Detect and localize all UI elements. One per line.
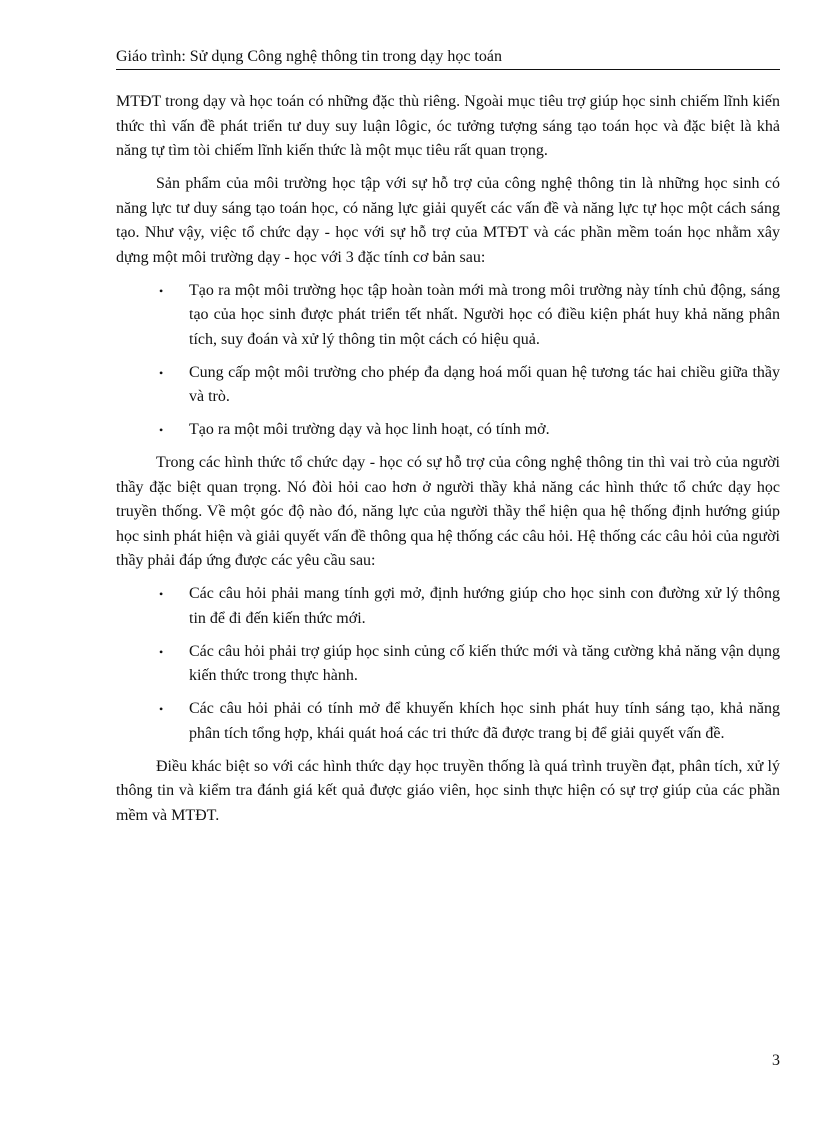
list-item (116, 697, 780, 746)
header-title: Giáo trình: Sử dụng Công nghệ thông tin trong dạy học toán (116, 48, 502, 65)
page-number: 3 (772, 1052, 780, 1069)
paragraph: Sản phẩm của môi trường học tập với sự hỗ trợ của công nghệ thông tin là những học sinh có năng lực tư duy sáng tạo toán học, có năng lực giải quyết các vấn đề và năng lực tự học một cách sáng tạo. Như vậy, việc tổ chức dạy - học với sự hỗ trợ của MTĐT và các phần mềm toán học nhằm xây dựng một môi trường dạy - học với 3 đặc tính cơ bản sau: (116, 175, 780, 266)
bullet-icon: • (159, 644, 164, 659)
list-item (116, 640, 780, 689)
bullet-icon: • (159, 702, 164, 716)
list-item (116, 361, 780, 410)
list-item (116, 418, 780, 443)
list-item-text: Tạo ra một môi trường dạy và học linh hoạt, có tính mở. (189, 421, 550, 438)
paragraph: MTĐT trong dạy và học toán có những đặc thù riêng. Ngoài mục tiêu trợ giúp học sinh chiếm lĩnh kiến thức thì vấn đề phát triển tư duy suy luận lôgic, óc tưởng tượng sáng tạo toán học và đặc biệt là khả năng tự tìm tòi chiếm lĩnh kiến thức là một mục tiêu rất quan trọng. (116, 93, 780, 159)
list-item (116, 582, 780, 631)
bullet-icon: • (159, 365, 164, 380)
bullet-icon: • (159, 423, 164, 437)
list-item-text: Các câu hỏi phải mang tính gợi mở, định hướng giúp cho học sinh con đường xử lý thông tin để đi đến kiến thức mới. (189, 585, 780, 627)
list-item-text: Cung cấp một môi trường cho phép đa dạng hoá mối quan hệ tương tác hai chiều giữa thầy và trò. (189, 363, 780, 405)
list-item-text: Các câu hỏi phải có tính mở để khuyến khích học sinh phát huy tính sáng tạo, khả năng phân tích tổng hợp, khái quát hoá các tri thức đã được trang bị để giải quyết vấn đề. (189, 700, 780, 742)
paragraph: Điều khác biệt so với các hình thức dạy học truyền thống là quá trình truyền đạt, phân tích, xử lý thông tin và kiểm tra đánh giá kết quả được giáo viên, học sinh thực hiện có sự trợ giúp của các phần mềm và MTĐT. (116, 757, 780, 824)
bullet-icon: • (159, 283, 164, 298)
page-header (116, 47, 780, 70)
list-item (116, 279, 780, 353)
list-item-text: Tạo ra một môi trường học tập hoàn toàn mới mà trong môi trường này tính chủ động, sáng tạo của học sinh được phát triển tết nhất. Người học có điều kiện phát huy khả năng phân tích, suy đoán và xử lý thông tin một cách có hiệu quả. (189, 281, 780, 348)
list-item-text: Các câu hỏi phải trợ giúp học sinh củng cố kiến thức mới và tăng cường khả năng vận dụng kiến thức trong thực hành. (189, 642, 780, 684)
document-body (116, 90, 780, 837)
bullet-icon: • (159, 587, 164, 601)
paragraph: Trong các hình thức tổ chức dạy - học có sự hỗ trợ của công nghệ thông tin thì vai trò của người thầy đặc biệt quan trọng. Nó đòi hỏi cao hơn ở người thầy khả năng các hình thức tổ chức dạy học truyền thống. Về một góc độ nào đó, năng lực của người thầy thể hiện qua hệ thống định hướng giúp học sinh phát hiện và giải quyết vấn đề thông qua hệ thống các câu hỏi. Hệ thống các câu hỏi của người thầy phải đáp ứng được các yêu cầu sau: (116, 454, 780, 569)
